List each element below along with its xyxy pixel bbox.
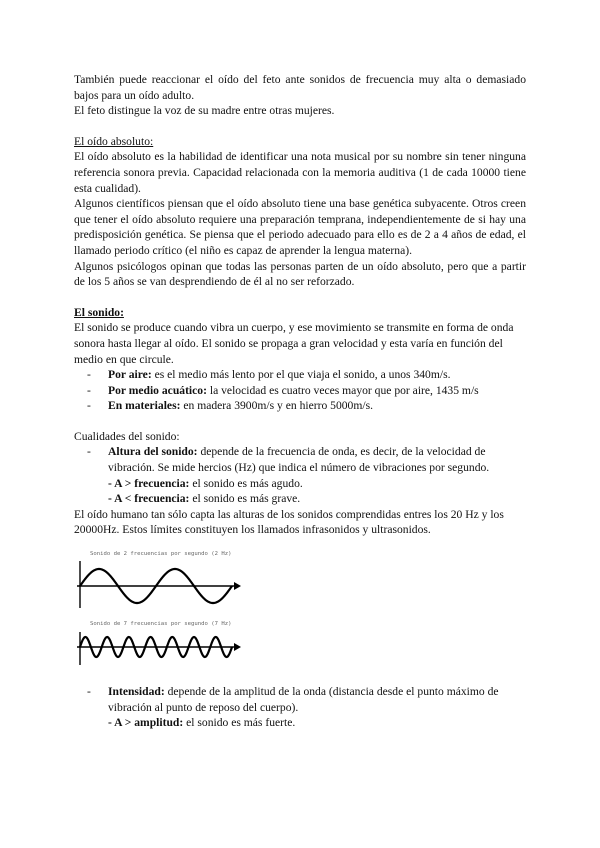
intensity-list	[74, 684, 526, 715]
absolute-heading: El oído absoluto:	[74, 134, 154, 148]
height-sub-2-label: - A < frecuencia:	[108, 492, 190, 506]
intensity-sub-1	[74, 715, 526, 731]
sound-paragraph-1: El sonido se produce cuando vibra un cuerpo, y ese movimiento se transmite en forma de onda sonora hasta llegar al oído. El sonido se propaga a gran velocidad y esta varía en función del medio en que circule.	[74, 321, 514, 366]
media-label: Por medio acuático:	[108, 383, 207, 397]
list-item	[74, 684, 526, 715]
list-item	[74, 398, 526, 414]
media-text: en madera 3900m/s y en hierro 5000m/s.	[180, 399, 373, 413]
document-page	[74, 72, 526, 731]
media-list	[74, 367, 526, 414]
wave-1-caption: Sonido de 2 frecuencias por segundo (2 Hz)	[90, 551, 232, 558]
media-text: es el medio más lento por el que viaja el sonido, a unos 340m/s.	[151, 368, 451, 382]
qualities-title: Cualidades del sonido:	[74, 429, 180, 443]
bullet-dash: -	[87, 368, 91, 382]
wave-figure-svg	[74, 544, 249, 674]
wave-1-arrow	[234, 582, 241, 590]
bullet-dash: -	[87, 399, 91, 413]
height-sub-2-text: el sonido es más grave.	[189, 492, 301, 506]
intro-paragraph-1: También puede reaccionar el oído del feto ante sonidos de frecuencia muy alta o demasiado bajos para un oído adulto.	[74, 73, 526, 102]
wave-figure	[74, 544, 249, 674]
absolute-paragraph-1: El oído absoluto es la habilidad de identificar una nota musical por su nombre sin tener ninguna referencia sonora previa. Capacidad relacionada con la memoria auditiva (1 de cada 10000 tiene esta cualidad).	[74, 150, 526, 195]
list-item	[74, 367, 526, 383]
qualities-list	[74, 444, 526, 475]
wave-2-caption: Sonido de 7 frecuencias por segundo (7 Hz)	[90, 621, 232, 628]
height-label: Altura del sonido:	[108, 445, 198, 459]
height-text: depende de la frecuencia de onda, es decir, de la velocidad de vibración. Se mide hercios (Hz) que indica el número de vibraciones por segundo.	[108, 445, 490, 475]
bullet-dash: -	[87, 383, 91, 397]
absolute-paragraph-3: Algunos psicólogos opinan que todas las personas parten de un oído absoluto, pero que a partir de los 5 años se van desprendiendo de él al no ser reforzado.	[74, 259, 526, 289]
intro-paragraph-2: El feto distingue la voz de su madre entre otras mujeres.	[74, 104, 335, 118]
media-label: En materiales:	[108, 399, 181, 413]
intensity-text: depende de la amplitud de la onda (distancia desde el punto máximo de vibración al punto de reposo del cuerpo).	[108, 685, 499, 714]
wave-2-line	[80, 637, 232, 657]
absolute-paragraph-2: Algunos científicos piensan que el oído absoluto tiene una base genética subyacente. Otros creen que tener el oído absoluto requiere una preparación temprana, independientemente de si hay una predisposición genética. Se piensa que el periodo adecuado para ello es de 2 a 4 años de edad, el llamado periodo crítico (el niño es capaz de aprender la lengua materna).	[74, 197, 526, 257]
list-item	[74, 383, 526, 399]
media-text: la velocidad es cuatro veces mayor que por aire, 1435 m/s	[206, 383, 479, 397]
height-sub-1-text: el sonido es más agudo.	[189, 476, 303, 490]
media-label: Por aire:	[108, 368, 152, 382]
wave-2-arrow	[234, 643, 241, 651]
height-sub-1	[74, 476, 526, 492]
intensity-sub-1-text: el sonido es más fuerte.	[183, 716, 296, 730]
height-sub-2	[74, 491, 526, 507]
bullet-dash: -	[87, 685, 91, 699]
sound-heading: El sonido:	[74, 305, 124, 319]
intensity-sub-1-label: - A > amplitud:	[108, 716, 184, 730]
intensity-label: Intensidad:	[108, 685, 165, 699]
bullet-dash: -	[87, 445, 91, 459]
list-item	[74, 444, 526, 475]
hearing-range-paragraph: El oído humano tan sólo capta las alturas de los sonidos comprendidas entres los 20 Hz y los 20000Hz. Estos límites constituyen los llamados infrasonidos y ultrasonidos.	[74, 507, 504, 537]
height-sub-1-label: - A > frecuencia:	[108, 476, 190, 490]
